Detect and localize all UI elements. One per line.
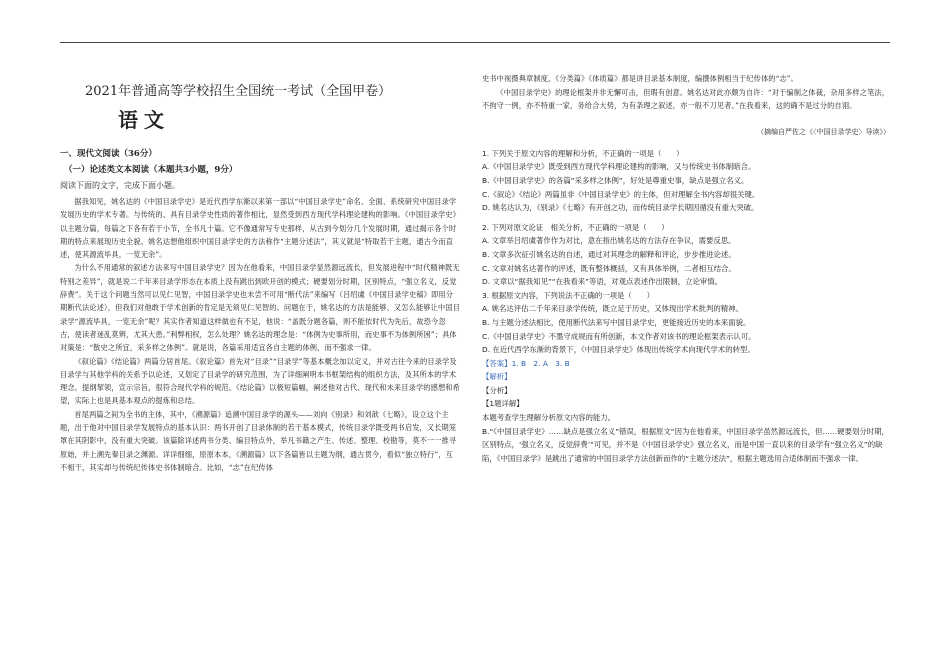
question-option: B.《中国目录学史》的各篇“采多样之体例”，好处是尊重史事，缺点是强立名义。 (482, 175, 749, 185)
reading-instruction: 阅读下面的文字，完成下面小题。 (60, 181, 180, 190)
question-option: A. 文章举吕绍虞著作作为对比，意在指出姚名达的方法存在争议，需要反思。 (482, 236, 736, 246)
question-option: D. 姚名达认为，《别录》《七略》有开创之功，而传统目录学长期因循没有重大突破。 (482, 203, 759, 213)
passage-left-column (60, 195, 460, 474)
analysis-label: 【解析】 (482, 372, 512, 382)
subsection-heading: （一）论述类文本阅读（本题共3小题，9分） (64, 165, 238, 175)
explanation-line: B.“《中国目录学史》……缺点是强立名义”错误，根据原文“因为在他看来，中国目录学虽然源远流长，但……硬要划分时期，区别特点，‘强立名义，反觉辞费’”可见，并不是《中国目录学史》强立名义，而是中国一直以来的目录学有“强立名义”的缺陷，《中国目录学》是跳出了通常的中国目录学方法创新而作的“主题分述法”，根据主题选用合适体制而不强求一律。 (482, 426, 889, 463)
passage-source: （摘编自严佐之《〈中国目录学史〉导读》） (757, 127, 890, 136)
question-option: D. 文章以“据我知见”“在我看来”等语，对观点表述作出限制，立论审慎。 (482, 277, 723, 287)
answer-key: 【答案】1. B 2. A 3. B (482, 358, 570, 368)
top-rule (60, 42, 890, 43)
subject-title: 语文 (118, 108, 170, 132)
passage-paragraph: 《中国目录学史》的理论框架并非无懈可击，但瑕有创意。姚名达对此亦颇为自许：“对于编制之体裁，杂用多样之笔法，不拘守一例，亦不特重一家，务给合大势，为有条理之叙述，亦一般不刀见者。”在我看来，这的确不是过分的自诩。 (482, 87, 890, 111)
passage-paragraph: 《叙论篇》《结论篇》两篇分居首尾。《叙论篇》首先对“目录”“目录学”等基本概念加以定义，并对古往今来的目录学及目录学与其他学科的关系予以论述，又划定了目录学的研究范围，为了详细阐明本书框架结构的组织方法，及其所本的学术理念。提纲挈领，宣示宗旨，很符合现代学科的规范。《结论篇》以极短篇幅，阐述他对古代、现代和未来目录学的感想和希望，实际上也是具基本观点的提炼和总结。 (60, 356, 460, 406)
right-column (482, 72, 890, 465)
question-option: D. 在近代西学东渐的背景下，《中国目录学史》体现出传统学术向现代学术的转型。 (482, 345, 755, 355)
question-option: C.《叙论》《结论》两篇虽非《中国目录学史》的主体，但对理解全书内容却很关键。 (482, 189, 760, 199)
question-option: C. 文章对姚名达著作的评述，既有整体概括，又有具体举例，二者相互结合。 (482, 263, 736, 273)
explanation-line: 本题考查学生理解分析原文内容的能力。 (482, 413, 616, 423)
section-heading: 一、现代文阅读（36分） (60, 149, 157, 159)
question-stem: 2. 下列对原文论证 相关分析，不正确的一项是（ ） (482, 222, 669, 232)
question-option: A. 姚名达评估二千年来目录学传统，既立足于历史，又体现出学术批判的精神。 (482, 304, 743, 314)
passage-paragraph: 史书中视摄典章制度，《分类篇》《体质篇》都是讲目录基本制度，编撰体例相当于纪传体的“志”。 (482, 74, 798, 83)
question-stem: 3. 根据原文内容，下列说法不正确的一项是（ ） (482, 290, 654, 300)
question-option: B. 文章多次征引姚名达的自述，通过对其理念的解释和评论，步步推进论述。 (482, 249, 736, 259)
question-option: B. 与主题分述法相比，使用断代法来写中国目录学史，更能接近历史的本来面貌。 (482, 317, 751, 327)
exam-title: 2021年普通高等学校招生全国统一考试（全国甲卷） (85, 84, 392, 99)
passage-paragraph: 为什么不用通常的叙述方法来写中国目录学史？因为在他看来，中国目录学显然源远流长，但发展进程中“时代精神既无特别之差异”，就是说二千年来目录学形态在本质上没有跳出到欧开创的模式；硬要划分时期，区别特点，“强立名义，反觉辞费”。关于这个问题当然可以见仁见智，中国目录学史也未尝不可用“断代法”来编写（吕绍虞《中国目录学史稿》即用分期断代法论述），但我们对他敢于学术创新的肯定是无须见仁见智的。问题在于，姚名达的方法是能够、又怎么能够让中国目录学“源流毕具，一览无余”呢？其实作者知道这样做也有不足，他说：“盖既分题各篇，则不能依时代为先后，故恐今忽古，使读者迷乱莫辨，尤其大患。”利弊相权，怎么处理？姚名达的理念是：“体例为史事所用，而史事不为体例所困”；具体对策是：“散史之所宜，采多样之体例”。就是说，各篇采用适宜各自主题的体例，而不强求一律。 (60, 263, 460, 353)
question-stem: 1. 下列关于原文内容的理解和分析，不正确的一项是（ ） (482, 148, 684, 158)
question-option: C.《中国目录学史》不墨守成规而有所创新，本文作者对该书的理论框架表示认可。 (482, 331, 756, 341)
analysis-sub-label: 【分析】 (482, 385, 512, 395)
detail-label: 【1题详解】 (482, 399, 524, 409)
passage-paragraph: 据我知见，姚名达的《中国目录学史》是近代西学东渐以来第一部以“中国目录学史”命名、全面、系统研究中国目录学发展历史的学术专著。与传统的、具有目录学史性质的著作相比，显然受到西方现代学科理论建构的影响。《中国目录学史》以主题分篇，每篇之下各有若干小节，全书凡十篇。它不像通常写专史那样，从古到今划分几个发展时期，通过揭示各个时期的特点来展现历史全貌。姚名达想他组织中国目录学史的方法称作“主题分述法”，其义就是“特取若干主题，通古今而直述，使其源流毕具，一览无余”。 (60, 197, 460, 260)
passage-paragraph: 首尾两篇之间为全书的主体，其中，《溯源篇》追溯中国目录学的源头——刘向《别录》和刘歆《七略》，设立这个主题，出于他对中国目录学发展特点的基本认识：两书开创了目录体制的若干基本模式，传统目录学既受两书启发，又长期笼罩在其阴影中，没有重大突破。该篇除详述两书分类、编目特点外，举凡书籍之产生、传述、整理、校勘等，莫不一一推寻原始，并上溯先秦目录之渊源。详详细细，原原本本，《溯源篇》以下各篇皆以主题为纲，通古贯今，看似“独立特行”，互不相干，其实却与传统纪传体史书体制暗合。比如，“志”在纪传体 (60, 409, 457, 472)
question-option: A.《中国目录学史》既受到西方现代学科理论建构的影响，又与传统史书体制暗合。 (482, 162, 756, 172)
